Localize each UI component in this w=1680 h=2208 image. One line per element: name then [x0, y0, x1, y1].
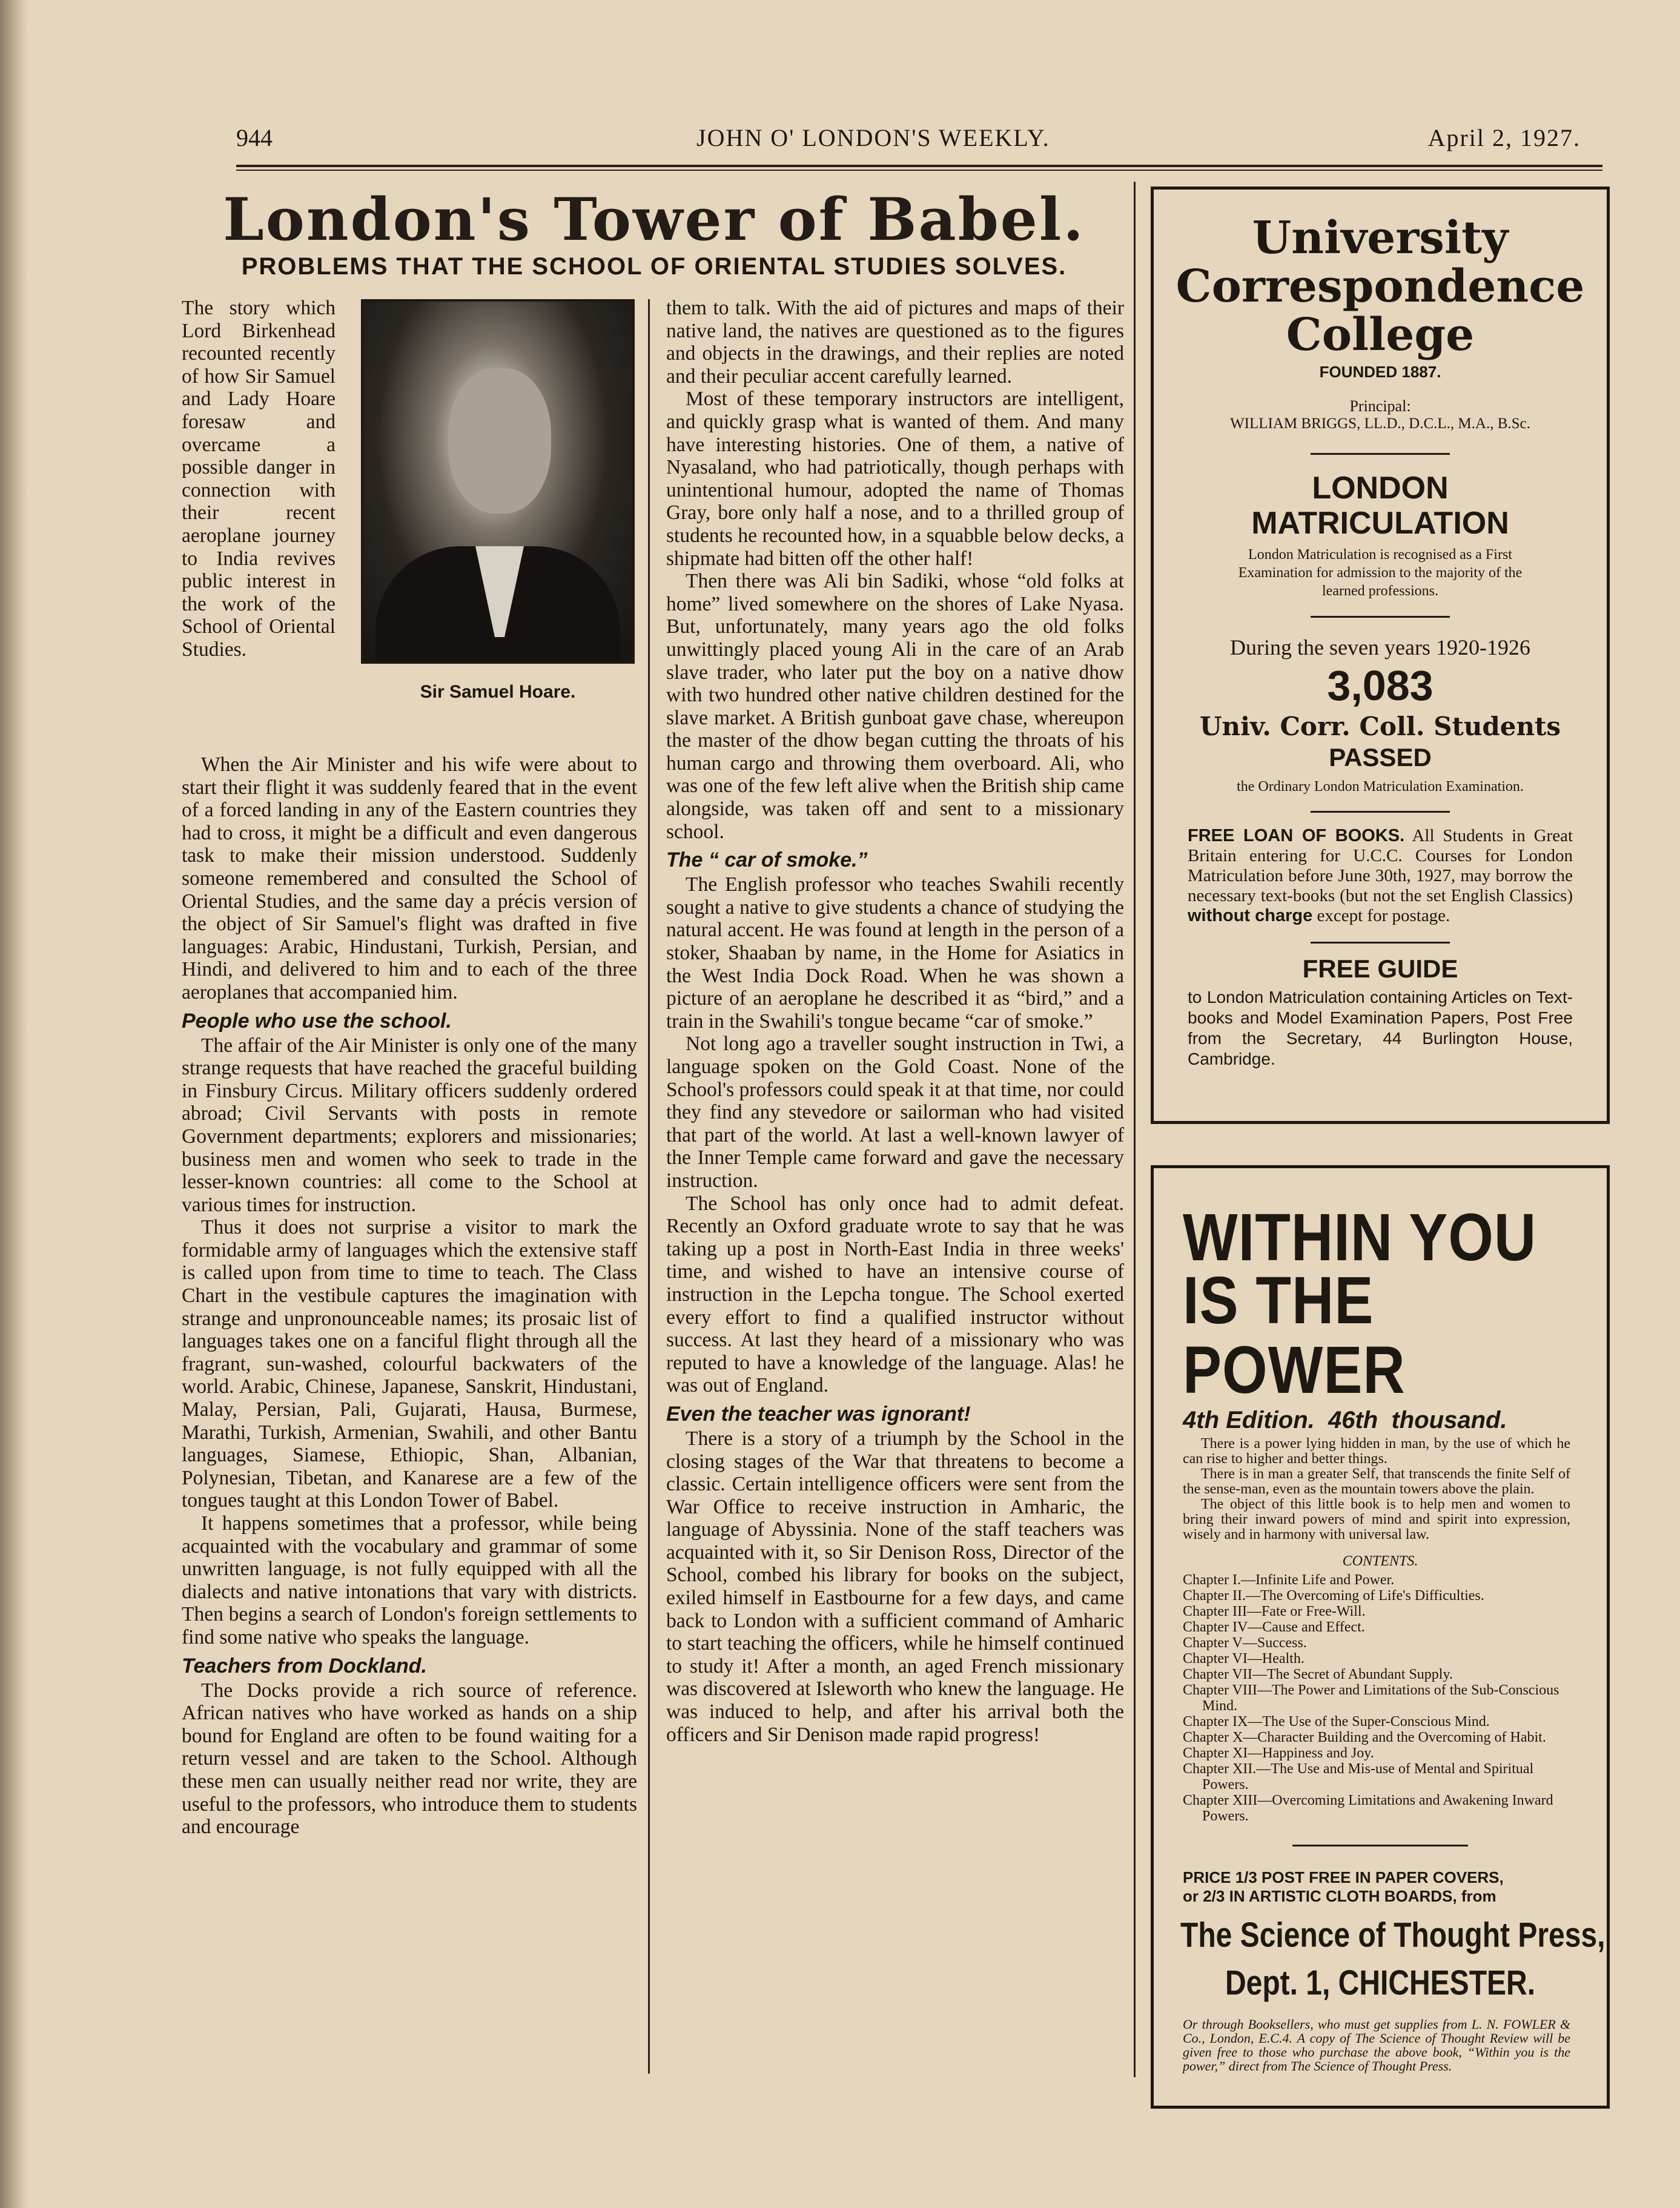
divider	[1311, 942, 1450, 944]
paragraph: Then there was Ali bin Sadiki, whose “old folks at home” lived somewhere on the shores of Lake Nyasa. But, unfortunately, many years ago the old folks unwittingly placed young Ali in the care of an Arab slave trader, who later put the boy on a native dhow with two hundred other native children destined for the slave market. A British gunboat gave chase, whereupon the master of the dhow began cutting the throats of his human cargo and throwing them overboard. Ali, who was one of the few left alive when the British ship came alongside, was taken off and sent to a missionary school.	[666, 570, 1124, 843]
article-column-2	[666, 297, 1124, 2083]
paragraph: The English professor who teaches Swahili recently sought a native to give students a chance of studying the natural accent. He was found at length in the person of a stoker, Shaaban by name, in the Home for Asiatics in the West India Dock Road. When he was shown a picture of an aeroplane he described it as “bird,” and a train in the Swahili's tongue became “car of smoke.”	[666, 873, 1124, 1033]
ucc-loan-tail: except for postage.	[1317, 906, 1450, 925]
paragraph: When the Air Minister and his wife were about to start their flight it was suddenly feared that in the event of a forced landing in any of the Eastern countries they had to cross, it might be a difficult and even dangerous task to make their mission understood. Suddenly someone remembered and consulted the School of Oriental Studies, and the same day a précis version of the object of Sir Samuel's flight was drafted in five languages: Arabic, Hindustani, Turkish, Persian, and Hindi, and delivered to him and to each of the three aeroplanes that accompanied him.	[182, 753, 637, 1003]
ucc-loan-head: FREE LOAN OF BOOKS.	[1188, 826, 1405, 845]
ucc-matric-text: London Matriculation is recognised as a First Examination for admission to the majority of the learned professions.	[1238, 547, 1523, 599]
paragraph: them to talk. With the aid of pictures and maps of their native land, the natives are questioned as to the figures and objects in the drawings, and their replies are noted and their peculiar accent carefully learned.	[666, 297, 1124, 388]
subheading-teacher: Even the teacher was ignorant!	[666, 1402, 971, 1426]
photo-caption: Sir Samuel Hoare.	[420, 682, 576, 702]
ucc-passed: PASSED	[1329, 743, 1432, 772]
paragraph: There is a story of a triumph by the School in the closing stages of the War that threatens to become a classic. Certain intelligence officers were sent from the War Office to receive instruction in Amharic, the language of Abyssinia. None of the staff teachers was acquainted with it, so Sir Denison Ross, Director of the School, combed his library for books on the subject, exiled himself in Eastbourne for a few days, and came back to London with a sufficient command of Amharic to start teaching the officers, while he himself continued to study it! After a month, an aged French missionary was discovered at Isleworth who knew the language. He was induced to help, and after his arrival both the officers and Sir Denison made rapid progress!	[666, 1427, 1124, 1746]
power-contents-title: CONTENTS.	[1342, 1553, 1418, 1569]
ucc-name-line1: University	[1252, 212, 1509, 264]
power-dept: Dept. 1, CHICHESTER.	[1225, 1964, 1536, 2003]
article-title: London's Tower of Babel.	[223, 185, 1085, 254]
contents-item: Chapter IX—The Use of the Super-Conscious Mind.	[1183, 1714, 1490, 1730]
contents-item: Chapter III—Fate or Free-Will.	[1183, 1604, 1366, 1619]
ucc-name-line2: Correspondence	[1176, 260, 1585, 312]
contents-item: Chapter IV—Cause and Effect.	[1183, 1619, 1365, 1635]
paragraph: The School has only once had to admit defeat. Recently an Oxford graduate wrote to say that he was taking up a post in North-East India in three weeks' time, and wished to have an intensive course of instruction in the Lepcha tongue. The School exerted every effort to find a qualified instructor without success. At last they heard of a missionary who was reputed to have a knowledge of the language. Alas! he was out of England.	[666, 1192, 1124, 1397]
column-divider	[648, 299, 650, 2074]
paragraph: Thus it does not surprise a visitor to mark the formidable army of languages which the extensive staff is called upon from time to time to teach. The Class Chart in the vestibule captures the imagination with strange and unpronounceable names; its prosaic list of languages takes one on a fanciful flight through all the fragrant, sun-washed, colourful backwaters of the world. Arabic, Chinese, Japanese, Sanskrit, Hindustani, Malay, Persian, Pali, Gujarati, Hausa, Burmese, Marathi, Turkish, Armenian, Swahili, and other Bantu languages, Siamese, Ethiopic, Shan, Albanian, Polynesian, Tibetan, and Kanarese are a few of the tongues taught at this London Tower of Babel.	[182, 1216, 637, 1512]
ucc-founded: FOUNDED 1887.	[1319, 363, 1441, 381]
article-column-1	[182, 753, 637, 2086]
power-intro-1: There is a power lying hidden in man, by the use of which he can rise to higher and better things.	[1183, 1436, 1570, 1467]
portrait-face	[448, 368, 551, 514]
paragraph: Most of these temporary instructors are intelligent, and quickly grasp what is wanted of them. And many have interesting histories. One of them, a native of Nyasaland, who had patriotically, though perhaps with unintentional humour, adopted the name of Thomas Gray, bore only half a nose, and to a thrilled group of students he recounted how, in a squabble below decks, a shipmate had bitten off the other half!	[666, 388, 1124, 570]
power-price-2: or 2/3 IN ARTISTIC CLOTH BOARDS, from	[1183, 1887, 1496, 1905]
ucc-advertisement	[1151, 187, 1610, 1124]
contents-item: Chapter XIII—Overcoming Limitations and Awakening Inward Powers.	[1183, 1793, 1553, 1824]
article-subtitle: PROBLEMS THAT THE SCHOOL OF ORIENTAL STUDIES SOLVES.	[241, 253, 1067, 280]
intro-paragraph: The story which Lord Birkenhead recounted recently of how Sir Samuel and Lady Hoare foresaw and overcame a possible danger in connection with their recent aeroplane journey to India revives public interest in the work of the School of Oriental Studies.	[182, 297, 336, 661]
column-divider-right	[1134, 182, 1136, 2077]
ucc-principal: WILLIAM BRIGGS, LL.D., D.C.L., M.A., B.Sc.	[1230, 415, 1530, 432]
contents-item: Chapter VII—The Secret of Abundant Supply.	[1183, 1667, 1453, 1682]
ucc-guide-head: FREE GUIDE	[1302, 954, 1458, 983]
ucc-guide-text: to London Matriculation containing Articles on Text-books and Model Examination Papers, Post Free from the Secretary, 44 Burlington House, Cambridge.	[1188, 988, 1573, 1068]
ucc-london: LONDON	[1312, 471, 1449, 506]
power-headline-1: WITHIN YOU	[1183, 1200, 1537, 1275]
contents-item: Chapter VIII—The Power and Limitations of the Sub-Conscious Mind.	[1183, 1682, 1559, 1714]
page-number: 944	[236, 124, 273, 151]
subheading-dockland: Teachers from Dockland.	[182, 1654, 427, 1677]
subheading-smoke: The “ car of smoke.”	[666, 848, 868, 872]
contents-item: Chapter I.—Infinite Life and Power.	[1183, 1572, 1395, 1588]
ucc-count: 3,083	[1327, 662, 1434, 709]
divider	[1311, 616, 1450, 618]
issue-date: April 2, 1927.	[1427, 124, 1581, 151]
contents-item: Chapter V—Success.	[1183, 1635, 1307, 1651]
article-intro	[182, 297, 336, 661]
ucc-name-line3: College	[1286, 309, 1475, 361]
power-price-1: PRICE 1/3 POST FREE IN PAPER COVERS,	[1183, 1868, 1504, 1886]
power-intro-2: There is in man a greater Self, that transcends the finite Self of the sense-man, even as the mountain towers above the plain.	[1183, 1466, 1570, 1497]
header-rule-thin	[236, 170, 1602, 171]
page-binding-shadow	[0, 0, 28, 2208]
power-headline-2: IS THE POWER	[1183, 1263, 1406, 1407]
subheading-people: People who use the school.	[182, 1009, 452, 1033]
portrait-photo	[361, 299, 635, 664]
ucc-loan	[1154, 813, 1607, 926]
ucc-loan-text: All Students in Great Britain entering for U.C.C. Courses for London Matriculation before June 30th, 1927, may borrow the necessary text-books (but not the set English Classics)	[1188, 826, 1573, 905]
contents-item: Chapter XI—Happiness and Joy.	[1183, 1745, 1374, 1761]
contents-item: Chapter II.—The Overcoming of Life's Difficulties.	[1183, 1588, 1484, 1604]
ucc-matriculation: MATRICULATION	[1251, 506, 1509, 541]
ucc-loan-bold: without charge	[1188, 906, 1313, 925]
paragraph: The affair of the Air Minister is only one of the many strange requests that have reached the graceful building in Finsbury Circus. Military officers suddenly ordered abroad; Civil Servants with posts in remote Government departments; explorers and missionaries; business men and women who seek to trade in the lesser-known countries: all come to the School at various times for instruction.	[182, 1034, 637, 1216]
ucc-principal-label: Principal:	[1349, 397, 1411, 415]
power-contents-list	[1154, 1570, 1607, 1824]
ucc-during: During the seven years 1920-1926	[1230, 635, 1530, 659]
power-intro-3: The object of this little book is to help men and women to bring their inward powers of mind and spirit into expression, wisely and in harmony with universal law.	[1183, 1496, 1570, 1542]
page-header	[236, 124, 1581, 160]
masthead: JOHN O' LONDON'S WEEKLY.	[696, 124, 1050, 151]
paragraph: Not long ago a traveller sought instruction in Twi, a language spoken on the Gold Coast. None of the School's professors could speak it at that time, nor could they find any stevedore or sailorman who had visited that part of the world. At last a well-known lawyer of the Inner Temple came forward and gave the necessary instruction.	[666, 1033, 1124, 1192]
contents-item: Chapter XII.—The Use and Mis-use of Mental and Spiritual Powers.	[1183, 1761, 1534, 1793]
power-footer: Or through Booksellers, who must get supplies from L. N. FOWLER & Co., London, E.C.4. A copy of The Science of Thought Review will be given free to those who purchase the above book, “Within you is the power,” direct from The Science of Thought Press.	[1183, 2017, 1570, 2074]
header-rule	[236, 165, 1602, 167]
divider	[1311, 453, 1450, 455]
power-edition: 4th Edition. 46th thousand.	[1183, 1407, 1507, 1433]
paragraph: It happens sometimes that a professor, while being acquainted with the vocabulary and grammar of some unwritten language, is not fully equipped with all the dialects and native intonations that vary with districts. Then begins a search of London's foreign settlements to find some native who speaks the language.	[182, 1512, 637, 1648]
divider	[1292, 1845, 1468, 1846]
power-intro	[1154, 1434, 1607, 1542]
contents-item: Chapter VI—Health.	[1183, 1651, 1305, 1667]
ucc-exam: the Ordinary London Matriculation Examination.	[1237, 779, 1524, 795]
power-press: The Science of Thought Press,	[1180, 1916, 1606, 1955]
paragraph: The Docks provide a rich source of reference. African natives who have worked as hands on a ship bound for England are often to be found waiting for a return vessel and are taken to the School. Although these men can usually neither read nor write, they are useful to the professors, who introduce them to students and encourage	[182, 1679, 637, 1839]
contents-item: Chapter X—Character Building and the Overcoming of Habit.	[1183, 1730, 1546, 1745]
ucc-students: Univ. Corr. Coll. Students	[1199, 712, 1561, 741]
power-advertisement	[1151, 1165, 1610, 2109]
